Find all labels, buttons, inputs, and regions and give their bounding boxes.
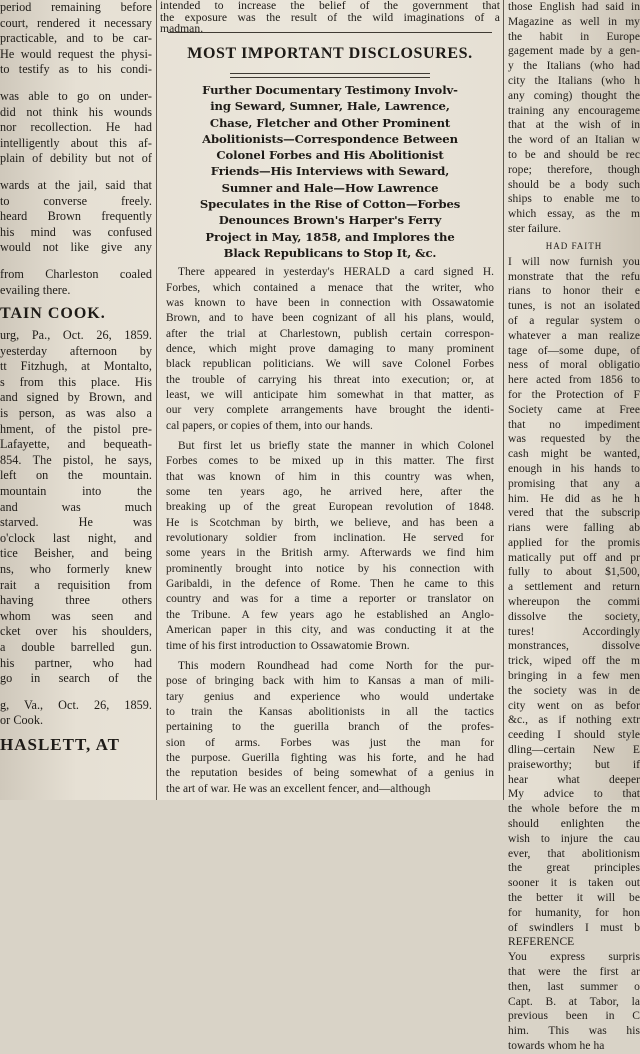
right-text-line: Capt. B. at Tabor, la bbox=[508, 995, 640, 1008]
body-line: to train the Kansas abolitionists in all the tactics bbox=[166, 705, 494, 718]
deck-line: Colonel Forbes and His Abolitionist bbox=[216, 148, 444, 163]
right-text-line: whatever a man realize bbox=[508, 329, 640, 342]
right-text-line: previous been in C bbox=[508, 1010, 640, 1023]
left-text-line: urg, Pa., Oct. 26, 1859. bbox=[0, 328, 152, 343]
right-text-line: should enlighten the bbox=[508, 818, 640, 831]
left-text-line: rait a requisition from bbox=[0, 577, 152, 592]
body-line: country and was for a time a reporter or translator on bbox=[166, 593, 494, 606]
left-text-line: was able to go on under- bbox=[0, 88, 152, 103]
body-line: prominently brought into notice by his connection with bbox=[166, 562, 494, 575]
left-text-line: from Charleston coaled bbox=[0, 266, 152, 281]
main-headline: MOST IMPORTANT DISCLOSURES. bbox=[187, 45, 473, 62]
left-text-line: court, rendered it necessary bbox=[0, 15, 152, 30]
center-top-line: madman. bbox=[160, 22, 204, 35]
left-subhead-captain-cook: TAIN COOK. bbox=[0, 305, 106, 323]
left-text-line: 854. The pistol, he says, bbox=[0, 452, 152, 467]
right-text-line: Magazine as well in my bbox=[508, 15, 640, 28]
right-text-line: tage of—some dupe, of bbox=[508, 344, 640, 357]
right-text-line: monstrances, dissolve bbox=[508, 640, 640, 653]
right-text-line: You express surpris bbox=[508, 951, 640, 964]
left-text-line: hment, of the pistol pre- bbox=[0, 421, 152, 436]
left-text-line: ns, who formerly knew bbox=[0, 562, 152, 576]
right-text-line: gagement made by a gen- bbox=[508, 45, 640, 58]
left-text-line: go in search of the bbox=[0, 671, 152, 686]
left-text-line: to testify as to his condi- bbox=[0, 62, 152, 77]
right-text-line: the great principles bbox=[508, 862, 640, 875]
right-text-line: which essay, as the m bbox=[508, 208, 640, 221]
left-text-line: s from this place. His bbox=[0, 374, 152, 389]
left-text-line: practicable, and to be car- bbox=[0, 31, 152, 46]
deck-line: Speculates in the Rise of Cotton—Forbes bbox=[199, 197, 461, 212]
right-text-line: of swindlers I must b bbox=[508, 921, 640, 934]
right-text-line: promising that any a bbox=[508, 477, 640, 490]
right-text-line: rians to honor their e bbox=[508, 285, 640, 298]
left-text-line: o'clock last night, and bbox=[0, 530, 152, 545]
left-text-line: left on the mountain. bbox=[0, 468, 152, 483]
left-text-line: did not think his wounds bbox=[0, 104, 152, 119]
left-text-line: having three others bbox=[0, 593, 152, 608]
right-text-line: the habit in Europe bbox=[508, 30, 640, 43]
body-line: dence, which might prove damaging to many prominent bbox=[166, 342, 494, 355]
column-rule-left bbox=[156, 0, 157, 800]
left-text-line: nor recollection. He had bbox=[0, 120, 152, 135]
right-text-line: tunes, is not an isolated bbox=[508, 300, 640, 313]
right-text-line: rope; therefore, though bbox=[508, 163, 640, 176]
right-text-line: the better it will be bbox=[508, 892, 640, 905]
right-text-line: praiseworthy; but if bbox=[508, 758, 640, 771]
body-line: Garibaldi, in the defence of Rome. Then he came to this bbox=[166, 578, 494, 591]
right-text-line: city the Italians (who h bbox=[508, 74, 640, 87]
body-line: He is Scotchman by birth, we believe, and has been a bbox=[166, 516, 494, 529]
right-text-line: ceeding I should style bbox=[508, 729, 640, 742]
left-text-line: heard Brown frequently bbox=[0, 209, 152, 224]
right-text-line: that at the wish of in bbox=[508, 119, 640, 132]
column-rule-right bbox=[503, 0, 504, 800]
right-text-line: those English had said in bbox=[508, 1, 640, 13]
left-text-line: mountain into the bbox=[0, 484, 152, 499]
center-column bbox=[160, 0, 500, 800]
body-line: But first let us briefly state the manner in which Colonel bbox=[178, 440, 494, 453]
body-line: Brown, and to have been cognizant of all his plans, would, bbox=[166, 312, 494, 325]
headline-double-rule bbox=[230, 73, 430, 78]
center-top-line: intended to increase the belief of the government that bbox=[160, 0, 500, 12]
right-text-line: y the Italians (who had bbox=[508, 60, 640, 73]
body-line: There appeared in yesterday's HERALD a card signed H. bbox=[178, 266, 494, 279]
right-text-line: whereupon the commi bbox=[508, 596, 640, 609]
deck-line: Black Republicans to Stop It, &c. bbox=[223, 245, 437, 260]
deck-line: Project in May, 1858, and Implores the bbox=[205, 229, 455, 244]
right-text-line: any coming) thought the bbox=[508, 89, 640, 102]
left-text-line: his mind was confused bbox=[0, 224, 152, 239]
left-text-line: He would request the physi- bbox=[0, 46, 152, 61]
left-text-line: yesterday afternoon by bbox=[0, 343, 152, 358]
headline-deck bbox=[160, 82, 500, 261]
body-line: time of his first introduction to Ossawatomie Brown. bbox=[166, 639, 410, 652]
left-text-line bbox=[0, 78, 152, 89]
body-line: some years in the British army. Afterwards we find him bbox=[166, 547, 494, 560]
left-text-line: a double barrelled gun. bbox=[0, 639, 152, 654]
right-text-line: him. This was his bbox=[508, 1025, 640, 1038]
left-text-line: whom was seen and bbox=[0, 608, 152, 623]
right-column-text-bottom bbox=[508, 255, 640, 1054]
right-column bbox=[508, 0, 640, 1052]
deck-line: Sumner and Hale—How Lawrence bbox=[221, 180, 439, 195]
right-text-line: REFERENCE bbox=[508, 936, 575, 949]
right-text-line: of a regular system o bbox=[508, 314, 640, 327]
right-text-line: ster failure. bbox=[508, 222, 562, 235]
body-line: black republican politicians. We will save Colonel Forbes bbox=[166, 358, 494, 371]
right-text-line: should be a body such bbox=[508, 178, 640, 191]
body-line: after the trial at Charlestown, publish certain correspon- bbox=[166, 327, 494, 340]
right-text-line: the word of an Italian w bbox=[508, 134, 640, 147]
body-line: the reputation besides of being somewhat of a genius in bbox=[166, 767, 494, 780]
right-text-line: the society was in de bbox=[508, 684, 640, 697]
body-line: sion of arms. Forbes was just the man for bbox=[166, 736, 494, 749]
left-text-line: wards at the jail, said that bbox=[0, 177, 152, 192]
right-text-line: dissolve the society, bbox=[508, 610, 640, 623]
left-text-line: and was much bbox=[0, 499, 152, 514]
right-text-line: that no impediment bbox=[508, 418, 640, 431]
right-text-line: Society came at Free bbox=[508, 403, 640, 416]
body-line: pose of bringing back with him to Kansas a man of mili- bbox=[166, 675, 494, 688]
body-line: some ten years ago, he arrived here, after the bbox=[166, 486, 494, 499]
left-text-line bbox=[0, 256, 152, 267]
right-text-line: hear what deeper bbox=[508, 773, 640, 786]
left-text-line: tice Beisher, and being bbox=[0, 546, 152, 561]
right-column-text-top bbox=[508, 0, 640, 237]
left-text-line: period remaining before bbox=[0, 0, 152, 14]
body-line: the art of war. He was an excellent fencer, and—although bbox=[166, 782, 431, 795]
left-text-line: or Cook. bbox=[0, 713, 44, 728]
left-text-line: his partner, who had bbox=[0, 655, 152, 670]
left-text-line: cket over his shoulders, bbox=[0, 624, 152, 639]
left-text-line: evailing there. bbox=[0, 282, 71, 297]
right-text-line: sooner it is taken out bbox=[508, 877, 640, 890]
body-line: This modern Roundhead had come North for the pur- bbox=[178, 659, 494, 672]
right-text-line: I will now furnish you bbox=[508, 255, 640, 268]
body-line: was known to have been in connection with Ossawatomie bbox=[166, 296, 494, 309]
body-line: revolutionary soldier from inclination. He served for bbox=[166, 532, 494, 545]
body-line: American paper in this city, and was conducting it at the bbox=[166, 624, 494, 637]
deck-line: ing Seward, Sumner, Hale, Lawrence, bbox=[210, 99, 450, 114]
body-line: our very complete arrangements have brought the identi- bbox=[166, 404, 494, 417]
divider-rule bbox=[168, 32, 492, 33]
body-line: pertaining to the guerilla branch of the profes- bbox=[166, 721, 494, 734]
body-line: the purpose. Guerilla fighting was his forte, and he had bbox=[166, 751, 494, 764]
left-text-line: starved. He was bbox=[0, 515, 152, 530]
left-text-line: plain of debility but not of bbox=[0, 151, 152, 166]
right-text-line: him. He did as he h bbox=[508, 492, 640, 505]
right-text-line: that were the first ar bbox=[508, 966, 640, 978]
right-text-line: dling—certain New E bbox=[508, 744, 640, 757]
deck-line: Friends—His Interviews with Seward, bbox=[210, 164, 450, 179]
right-text-line: cash might be wanted, bbox=[508, 448, 640, 461]
body-line: the trouble of carrying his threat into execution; or, at bbox=[166, 373, 494, 386]
left-column-text-bottom bbox=[0, 328, 152, 729]
right-text-line: matically put off and pr bbox=[508, 551, 640, 564]
article-paragraph-3 bbox=[166, 659, 494, 797]
right-text-line: for the Protection of F bbox=[508, 388, 640, 401]
body-line: least, we will anticipate him somewhat in that matter, as bbox=[166, 389, 494, 402]
right-text-line: enough in his hands to bbox=[508, 462, 640, 475]
article-paragraph-1 bbox=[166, 265, 494, 434]
right-text-line: applied for the promis bbox=[508, 536, 640, 549]
right-text-line: My advice to that bbox=[508, 788, 640, 801]
right-text-line: for humanity, for hon bbox=[508, 906, 640, 919]
article-paragraph-2 bbox=[166, 439, 494, 654]
right-text-line: training any encourageme bbox=[508, 104, 640, 117]
right-text-line: city went on as befor bbox=[508, 699, 640, 712]
right-text-line: towards whom he ha bbox=[508, 1039, 605, 1052]
right-text-line: was requested by the bbox=[508, 433, 640, 446]
left-text-line: is person, as was also a bbox=[0, 406, 152, 421]
right-text-line: vered that the subscrip bbox=[508, 507, 640, 520]
left-text-line: Lafayette, and bequeath- bbox=[0, 437, 152, 452]
left-text-line: and signed by Brown, and bbox=[0, 390, 152, 405]
center-top-continuation bbox=[160, 0, 500, 35]
right-text-line: the whole before the m bbox=[508, 803, 640, 816]
left-text-line: intelligently about this af- bbox=[0, 135, 152, 150]
deck-line: Chase, Fletcher and Other Prominent bbox=[209, 115, 451, 130]
body-line: Forbes comes to be mixed up in this matter. The first bbox=[166, 455, 494, 468]
right-text-line: then, last summer o bbox=[508, 980, 640, 993]
right-text-line: ness of moral obligatio bbox=[508, 359, 640, 372]
right-text-line: ever, that abolitionism bbox=[508, 847, 640, 860]
center-top-line: the exposure was the result of the wild imaginations of a bbox=[160, 10, 500, 24]
right-text-line: tures! Accordingly bbox=[508, 625, 640, 638]
right-text-line: &c., as if nothing extr bbox=[508, 714, 640, 727]
body-line: breaking up of the great European revolution of 1848. bbox=[166, 501, 494, 514]
left-text-line bbox=[0, 687, 152, 698]
body-line: cal papers, or copies of them, into our hands. bbox=[166, 419, 373, 432]
right-text-line: ships to enable me to bbox=[508, 193, 640, 206]
right-text-line: wish to injure the cau bbox=[508, 832, 640, 845]
right-text-line: trick, wiped off the m bbox=[508, 655, 640, 668]
right-text-line: rians were falling ab bbox=[508, 522, 640, 535]
right-text-line: a settlement and return bbox=[508, 581, 640, 594]
body-line: Forbes, which contained a menace that the writer, who bbox=[166, 281, 494, 294]
body-line: that was known of him in this country was when, bbox=[166, 470, 494, 483]
left-column bbox=[0, 0, 152, 800]
deck-line: Further Documentary Testimony Involv- bbox=[202, 83, 458, 97]
body-line: tary genius and experience who would undertake bbox=[166, 690, 494, 703]
deck-line: Abolitionists—Correspondence Between bbox=[202, 131, 458, 146]
deck-line: Denounces Brown's Harper's Ferry bbox=[218, 213, 442, 228]
left-text-line: tt Fitzhugh, at Montalto, bbox=[0, 359, 152, 374]
right-text-line: bringing in a few men bbox=[508, 670, 640, 683]
right-subhead-had-faith: HAD FAITH bbox=[545, 240, 603, 251]
article-body bbox=[160, 265, 500, 797]
left-text-line: g, Va., Oct. 26, 1859. bbox=[0, 697, 152, 712]
left-text-line: to converse freely. bbox=[0, 193, 152, 208]
left-column-text-top bbox=[0, 0, 152, 298]
right-text-line: monstrate that the refu bbox=[508, 270, 640, 283]
right-text-line: to be and should be rec bbox=[508, 148, 640, 161]
body-line: the Tribune. A few years ago he established an Anglo- bbox=[166, 608, 494, 621]
left-subhead-haslett: HASLETT, AT bbox=[0, 734, 120, 754]
left-text-line bbox=[0, 167, 152, 178]
right-text-line: here acted from 1856 to bbox=[508, 374, 640, 387]
left-text-line: would not like give any bbox=[0, 240, 152, 255]
right-text-line: fully to about $1,500, bbox=[508, 566, 640, 579]
